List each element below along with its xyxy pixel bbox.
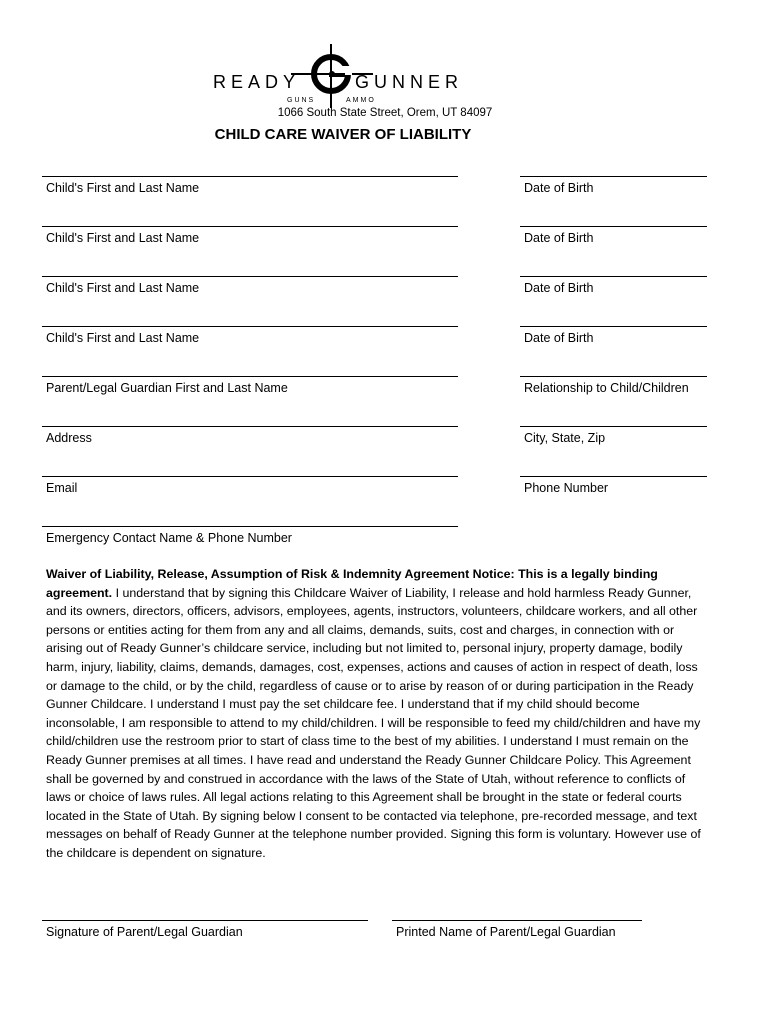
child2-name-label: Child's First and Last Name — [46, 231, 200, 245]
field-line — [520, 276, 707, 277]
brand-tagline-left: GUNS — [287, 97, 316, 104]
field-line — [520, 326, 707, 327]
field-line — [42, 426, 458, 427]
field-line — [42, 326, 458, 327]
child3-dob-label: Date of Birth — [524, 281, 594, 295]
child4-dob-label: Date of Birth — [524, 331, 594, 345]
printed-name-label: Printed Name of Parent/Legal Guardian — [396, 925, 616, 939]
company-address: 1066 South State Street, Orem, UT 84097 — [277, 107, 493, 119]
brand-tagline-right: AMMO — [346, 97, 376, 104]
field-line — [520, 426, 707, 427]
address-label: Address — [46, 431, 92, 445]
brand-left: READY — [213, 72, 301, 92]
city-state-zip-label: City, State, Zip — [524, 431, 606, 445]
field-line — [42, 226, 458, 227]
child1-name-label: Child's First and Last Name — [46, 181, 200, 195]
child4-name-label: Child's First and Last Name — [46, 331, 200, 345]
child2-dob-label: Date of Birth — [524, 231, 594, 245]
child3-name-label: Child's First and Last Name — [46, 281, 200, 295]
signature-label: Signature of Parent/Legal Guardian — [46, 925, 243, 939]
ready-gunner-logo — [205, 40, 485, 112]
field-line — [42, 276, 458, 277]
relationship-label: Relationship to Child/Children — [524, 381, 689, 395]
field-line — [392, 920, 642, 921]
field-line — [520, 176, 707, 177]
waiver-heading: Waiver of Liability, Release, Assumption of Risk & Indemnity Agreement Notice: This is a legally binding agreement. — [46, 567, 658, 600]
field-line — [42, 526, 458, 527]
emergency-contact-label: Emergency Contact Name & Phone Number — [46, 531, 292, 545]
document-title: CHILD CARE WAIVER OF LIABILITY — [214, 126, 472, 143]
field-line — [42, 376, 458, 377]
waiver-body: I understand that by signing this Childcare Waiver of Liability, I release and hold harmless Ready Gunner, and its owners, directors, officers, advisors, employees, agents, instructors, volunteers, childcare workers, and all other persons or entities acting for them from any and all claims, demands, suits, cost and charges, in connection with or arising out of Ready Gunner’s childcare service, including but not limited to, personal injury, property damage, bodily harm, injury, liability, claims, demands, damages, cost, expenses, actions and causes of action in respect of death, loss or damage to the child, or by the child, regardless of cause or to arise by reason of or during participation in the Ready Gunner Childcare. I understand I must pay the set childcare fee. I understand that if my child should become inconsolable, I am responsible to attend to my child/children. I will be responsible to feed my child/children and have my child/children use the restroom prior to start of class time to the best of my abilities. I understand I must remain on the Ready Gunner premises at all times. I have read and understand the Ready Gunner Childcare Policy. This Agreement shall be governed by and construed in accordance with the laws of the State of Utah, without reference to conflicts of laws or choice of laws rules. All legal actions relating to this Agreement shall be brought in the state or federal courts located in the State of Utah. By signing below I consent to be contacted via telephone, pre-recorded message, and text messages on behalf of Ready Gunner at the telephone number provided. Signing this form is voluntary. However use of the childcare is dependent on signature. — [46, 585, 701, 860]
field-line — [520, 476, 707, 477]
field-line — [42, 920, 368, 921]
brand-right: GUNNER — [355, 72, 464, 92]
child1-dob-label: Date of Birth — [524, 181, 594, 195]
field-line — [42, 476, 458, 477]
email-label: Email — [46, 481, 78, 495]
field-line — [520, 226, 707, 227]
guardian-name-label: Parent/Legal Guardian First and Last Name — [46, 381, 288, 395]
field-line — [42, 176, 458, 177]
field-line — [520, 376, 707, 377]
waiver-paragraph — [46, 565, 711, 863]
phone-label: Phone Number — [524, 481, 609, 495]
